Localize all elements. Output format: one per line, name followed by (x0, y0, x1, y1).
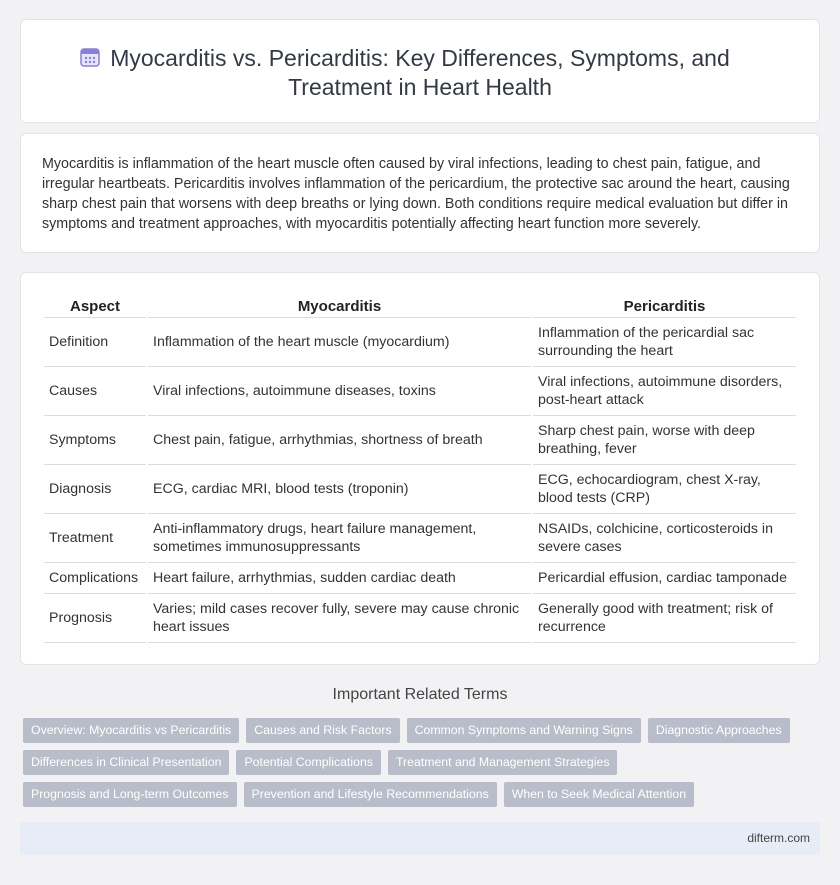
intro-card (20, 133, 820, 253)
table-row (44, 416, 796, 465)
pericarditis-cell: Pericardial effusion, cardiac tamponade (533, 563, 796, 594)
aspect-cell: Definition (44, 318, 146, 367)
myocarditis-cell: Inflammation of the heart muscle (myocardium) (148, 318, 531, 367)
related-terms-list (23, 718, 823, 814)
column-header-aspect: Aspect (44, 295, 146, 318)
myocarditis-cell: Viral infections, autoimmune diseases, toxins (148, 367, 531, 416)
related-term-tag[interactable]: Overview: Myocarditis vs Pericarditis (23, 718, 239, 743)
table-row (44, 465, 796, 514)
related-term-tag[interactable]: Treatment and Management Strategies (388, 750, 618, 775)
pericarditis-cell: Viral infections, autoimmune disorders, post-heart attack (533, 367, 796, 416)
page-title: Myocarditis vs. Pericarditis: Key Differences, Symptoms, and Treatment in Heart Health (110, 45, 730, 100)
myocarditis-cell: Heart failure, arrhythmias, sudden cardiac death (148, 563, 531, 594)
column-header-myocarditis: Myocarditis (148, 295, 531, 318)
related-term-tag[interactable]: Diagnostic Approaches (648, 718, 790, 743)
table-row (44, 367, 796, 416)
aspect-cell: Causes (44, 367, 146, 416)
related-term-tag[interactable]: Potential Complications (236, 750, 381, 775)
pericarditis-cell: Sharp chest pain, worse with deep breathing, fever (533, 416, 796, 465)
pericarditis-cell: NSAIDs, colchicine, corticosteroids in severe cases (533, 514, 796, 563)
header-card (20, 19, 820, 123)
table-row (44, 594, 796, 643)
myocarditis-cell: Anti-inflammatory drugs, heart failure management, sometimes immunosuppressants (148, 514, 531, 563)
aspect-cell: Prognosis (44, 594, 146, 643)
myocarditis-cell: ECG, cardiac MRI, blood tests (troponin) (148, 465, 531, 514)
pericarditis-cell: Inflammation of the pericardial sac surrounding the heart (533, 318, 796, 367)
myocarditis-cell: Chest pain, fatigue, arrhythmias, shortness of breath (148, 416, 531, 465)
table-header-row (44, 295, 796, 318)
related-term-tag[interactable]: Common Symptoms and Warning Signs (407, 718, 641, 743)
footer-site-link[interactable]: difterm.com (747, 831, 810, 845)
aspect-cell: Symptoms (44, 416, 146, 465)
column-header-pericarditis: Pericarditis (533, 295, 796, 318)
footer (20, 822, 820, 855)
related-terms-heading: Important Related Terms (332, 686, 508, 703)
table-row (44, 318, 796, 367)
intro-paragraph: Myocarditis is inflammation of the heart muscle often caused by viral infections, leading to chest pain, fatigue, and irregular heartbeats. Pericarditis involves inflammation of the pericardium, the protective sac around the heart, causing sharp chest pain that worsens with deep breaths or lying down. Both conditions require medical evaluation but differ in symptoms and treatment approaches, with myocarditis potentially affecting heart function more severely. (42, 156, 790, 232)
aspect-cell: Treatment (44, 514, 146, 563)
related-term-tag[interactable]: Differences in Clinical Presentation (23, 750, 229, 775)
aspect-cell: Complications (44, 563, 146, 594)
comparison-table (42, 295, 798, 643)
pericarditis-cell: Generally good with treatment; risk of recurrence (533, 594, 796, 643)
related-term-tag[interactable]: Prognosis and Long-term Outcomes (23, 782, 237, 807)
related-term-tag[interactable]: Causes and Risk Factors (246, 718, 399, 743)
table-row (44, 563, 796, 594)
related-term-tag[interactable]: Prevention and Lifestyle Recommendations (244, 782, 497, 807)
myocarditis-cell: Varies; mild cases recover fully, severe may cause chronic heart issues (148, 594, 531, 643)
pericarditis-cell: ECG, echocardiogram, chest X-ray, blood tests (CRP) (533, 465, 796, 514)
related-term-tag[interactable]: When to Seek Medical Attention (504, 782, 694, 807)
comparison-table-card (20, 272, 820, 665)
aspect-cell: Diagnosis (44, 465, 146, 514)
table-row (44, 514, 796, 563)
